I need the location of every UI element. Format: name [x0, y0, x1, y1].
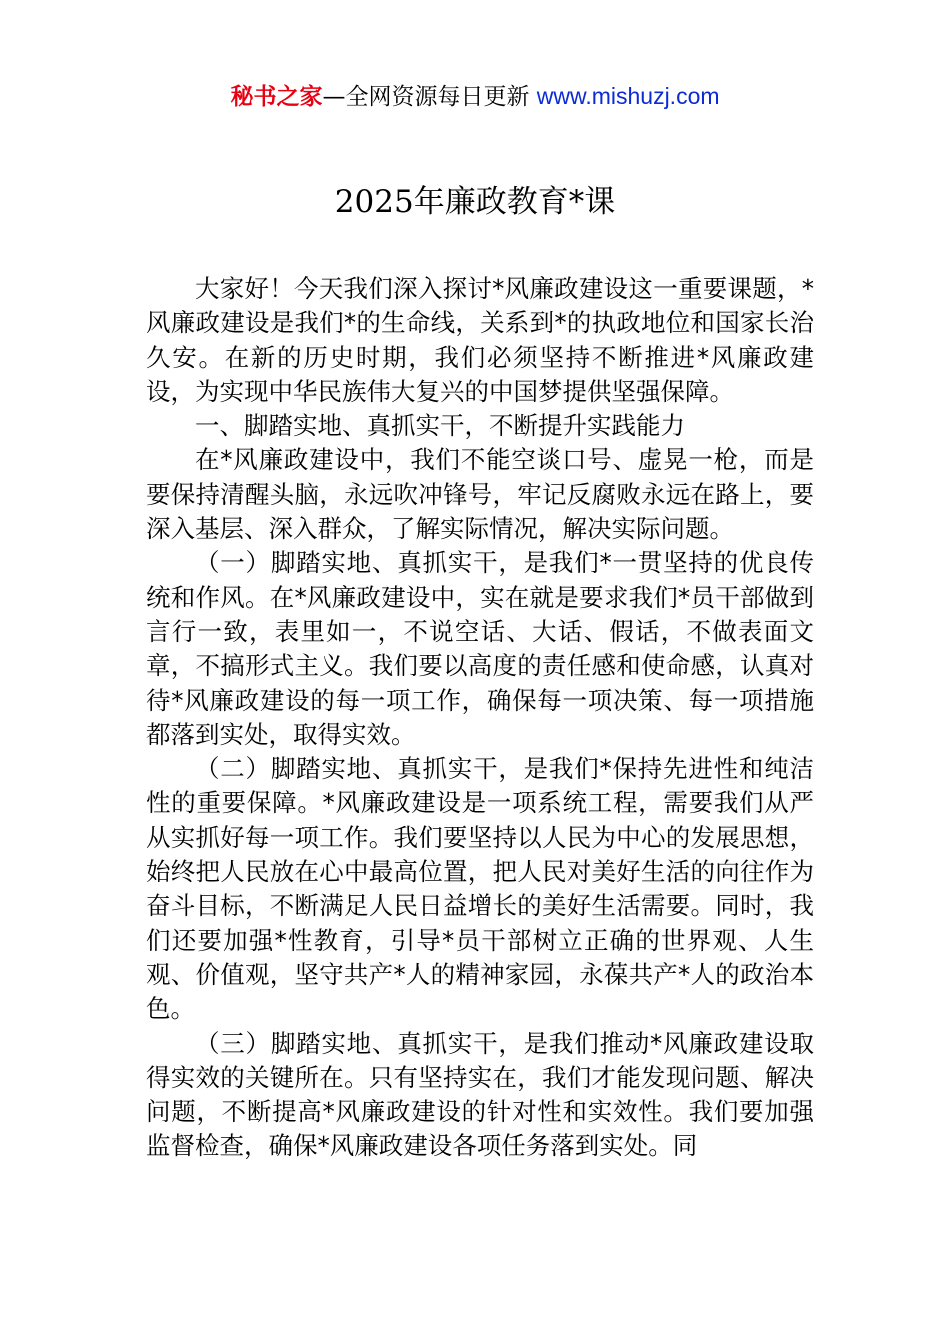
section-heading-1: 一、脚踏实地、真抓实干，不断提升实践能力 [195, 411, 685, 441]
paragraph-section-1: 在*风廉政建设中，我们不能空谈口号、虚晃一枪，而是要保持清醒头脑，永远吹冲锋号，牢记反腐败永远在路上，要深入基层、深入群众，了解实际情况，解决实际问题。 [146, 445, 814, 544]
paragraph-point-3: （三）脚踏实地、真抓实干，是我们推动*风廉政建设取得实效的关键所在。只有坚持实在，我们才能发现问题、解决问题，不断提高*风廉政建设的针对性和实效性。我们要加强监督检查，确保*风廉政建设各项任务落到实处。同 [146, 1028, 814, 1161]
site-url-link[interactable]: www.mishuzj.com [536, 83, 720, 109]
paragraph-point-2: （二）脚踏实地、真抓实干，是我们*保持先进性和纯洁性的重要保障。*风廉政建设是一项系统工程，需要我们从严从实抓好每一项工作。我们要坚持以人民为中心的发展思想，始终把人民放在心中最高位置，把人民对美好生活的向往作为奋斗目标，不断满足人民日益增长的美好生活需要。同时，我们还要加强*性教育，引导*员干部树立正确的世界观、人生观、价值观，坚守共产*人的精神家园，永葆共产*人的政治本色。 [146, 754, 814, 1024]
site-brand: 秘书之家 [230, 84, 323, 110]
site-slogan: —全网资源每日更新 [322, 84, 530, 110]
paragraph-intro: 大家好！今天我们深入探讨*风廉政建设这一重要课题，*风廉政建设是我们*的生命线，关系到*的执政地位和国家长治久安。在新的历史时期，我们必须坚持不断推进*风廉政建设，为实现中华民族伟大复兴的中国梦提供坚强保障。 [146, 274, 814, 406]
paragraph-point-1: （一）脚踏实地、真抓实干，是我们*一贯坚持的优良传统和作风。在*风廉政建设中，实在就是要求我们*员干部做到言行一致，表里如一，不说空话、大话、假话，不做表面文章，不搞形式主义。我们要以高度的责任感和使命感，认真对待*风廉政建设的每一项工作，确保每一项决策、每一项措施都落到实处，取得实效。 [146, 548, 814, 749]
document-title: 2025年廉政教育*课 [334, 184, 616, 220]
site-header [0, 80, 950, 113]
document-body [146, 272, 814, 1164]
